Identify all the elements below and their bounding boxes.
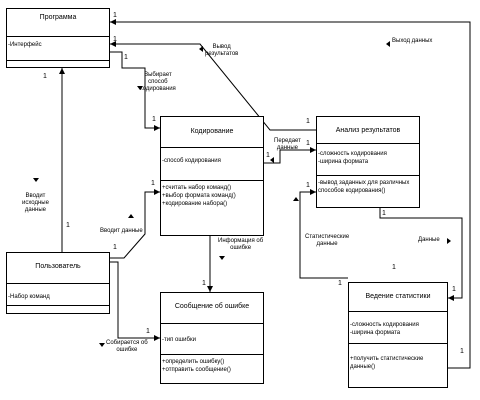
attribute: -ширина формата (318, 159, 369, 165)
label-passes-data: Передает данные (274, 138, 301, 151)
multiplicity: 1 (306, 182, 310, 189)
multiplicity: 1 (266, 152, 270, 159)
multiplicity: 1 (124, 54, 128, 61)
attribute: -сложность кодирования (318, 151, 387, 157)
multiplicity: 1 (113, 36, 117, 43)
direction-marker (447, 238, 451, 244)
direction-marker (128, 214, 134, 218)
multiplicity: 1 (338, 280, 342, 287)
multiplicity: 1 (392, 264, 396, 271)
multiplicity: 1 (43, 73, 47, 80)
operations-section (7, 60, 109, 61)
attribute: -Интерфейс (8, 42, 42, 48)
attribute: -способ кодирования (162, 158, 221, 164)
multiplicity: 1 (113, 244, 117, 251)
multiplicity: 1 (306, 118, 310, 125)
class-analysis[interactable] (316, 116, 420, 208)
operations-section (7, 305, 109, 306)
class-user[interactable] (6, 252, 110, 314)
attributes-section (161, 323, 263, 354)
direction-marker (386, 41, 390, 47)
attributes-section (7, 36, 109, 61)
operation: +считать набор команд() (162, 185, 232, 191)
multiplicity: 1 (452, 286, 456, 293)
multiplicity: 1 (202, 280, 206, 287)
multiplicity: 1 (113, 12, 117, 19)
class-name: Ведение статистики (365, 293, 431, 300)
direction-marker (219, 256, 225, 260)
attribute: -сложность кодирования (350, 322, 419, 328)
direction-marker (199, 46, 203, 52)
operation: -вывод заданных для различных (318, 180, 410, 186)
label-data: Данные (418, 237, 440, 243)
class-name: Программа (39, 14, 77, 21)
attributes-section (349, 311, 447, 336)
direction-marker (270, 157, 274, 163)
operation: +определить ошибку() (162, 359, 225, 365)
operation: данные() (350, 364, 376, 370)
direction-marker (293, 197, 299, 201)
operations-section (161, 180, 263, 207)
multiplicity: 1 (382, 210, 386, 217)
label-enters-data: Вводит данные (100, 228, 143, 234)
attributes-section (161, 147, 263, 174)
multiplicity: 1 (151, 180, 155, 187)
multiplicity: 1 (66, 222, 70, 229)
attribute: -ширина формата (350, 330, 401, 336)
attribute: -тип ошибки (162, 337, 196, 343)
attributes-section (7, 283, 109, 304)
assoc-user-coding (110, 192, 160, 258)
class-name: Кодирование (190, 128, 234, 135)
class-error-message[interactable] (160, 292, 264, 384)
attributes-section (317, 143, 419, 165)
arrowhead (448, 295, 454, 301)
class-name: Анализ результатов (335, 127, 401, 134)
operation: способов кодирования() (318, 188, 386, 194)
operation: +кодирование набора() (162, 201, 228, 207)
multiplicity: 1 (146, 328, 150, 335)
label-enters-initial: Вводит исходные данные (22, 193, 49, 213)
attribute: -Набор команд (8, 294, 50, 300)
assoc-user-error (110, 262, 160, 338)
arrowhead (59, 68, 65, 74)
multiplicity: 1 (460, 348, 464, 355)
label-output-results: Вывод результатов (205, 44, 239, 57)
multiplicity: 1 (152, 116, 156, 123)
operation: +получить статистические (350, 356, 424, 362)
operation: +выбор формата команд() (162, 193, 236, 199)
class-program[interactable] (6, 8, 110, 68)
operations-section (161, 354, 263, 373)
class-name: Пользователь (35, 263, 81, 270)
operations-section (317, 175, 419, 194)
label-collected-error: Собирается об ошибке (106, 340, 148, 353)
label-stat-data: Статистические данные (305, 234, 350, 247)
class-coding[interactable] (160, 116, 264, 236)
operation: +отправить сообщение() (162, 367, 231, 373)
operations-section (349, 343, 447, 370)
class-statistics[interactable] (348, 282, 448, 388)
multiplicity: 1 (306, 140, 310, 147)
direction-marker (99, 343, 105, 347)
label-selects-coding: Выбирает способ кодирования (140, 72, 176, 92)
direction-marker (33, 178, 39, 182)
label-error-info: Информация об ошибке (218, 238, 264, 251)
class-name: Сообщение об ошибке (174, 303, 250, 310)
label-output-data: Выход данных (392, 38, 433, 44)
